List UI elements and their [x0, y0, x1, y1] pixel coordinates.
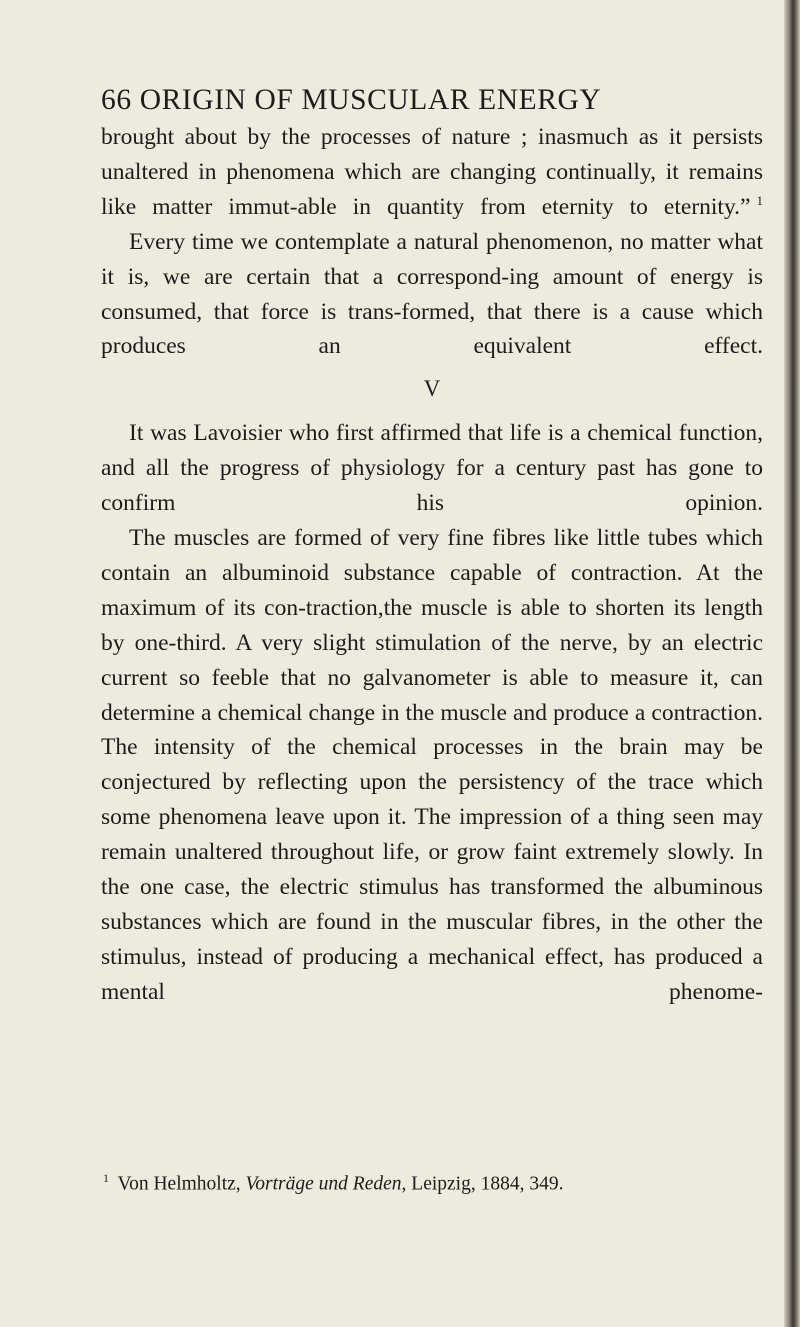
footnote-reference: 1 — [756, 192, 763, 208]
footnote-publication: Leipzig, 1884, 349. — [411, 1173, 564, 1195]
paragraph-3: It was Lavoisier who first affirmed that life is a chemical function, and all the progress of physiology for a century past has gone to confirm his opinion. — [101, 420, 763, 517]
section-heading: V — [423, 376, 441, 402]
footnote-author: Von Helmholtz, — [117, 1173, 241, 1195]
footnote-work-title: Vorträge und Reden, — [245, 1173, 407, 1195]
page-number: 66 — [101, 84, 132, 116]
running-header — [101, 84, 761, 117]
paragraph-4: The muscles are formed of very fine fibres like little tubes which contain an albuminoid substance capable of contraction. At the maximum of its con-traction,the muscle is able to shorten its length by one-third. A very slight stimulation of the nerve, by an electric current so feeble that no galvanometer is able to measure it, can determine a chemical change in the muscle and produce a contraction. The intensity of the chemical processes in the brain may be conjectured by reflecting upon the persistency of the trace which some phenomena leave upon it. The impression of a thing seen may remain unaltered throughout life, or grow faint extremely slowly. In the one case, the electric stimulus has transformed the albuminous substances which are found in the muscular fibres, in the other the stimulus, instead of producing a mechanical effect, has produced a mental phenome- — [101, 524, 763, 1005]
running-title: ORIGIN OF MUSCULAR ENERGY — [139, 84, 602, 116]
paragraph-1 — [101, 120, 763, 225]
body-text — [101, 120, 763, 1010]
footnote — [101, 1164, 763, 1199]
paragraph-2: Every time we contemplate a natural phenomenon, no matter what it is, we are certain that a correspond-ing amount of energy is consumed, that force is trans-formed, that there is a cause which produces an equivalent effect. — [101, 228, 763, 360]
paragraph-1-text: brought about by the processes of nature ; inasmuch as it persists unaltered in phenomena which are changing continually, it remains like matter immut-able in quantity from eternity to eternity.” — [101, 124, 763, 220]
page-binding-edge — [784, 0, 800, 1327]
footnote-marker: 1 — [103, 1171, 109, 1185]
